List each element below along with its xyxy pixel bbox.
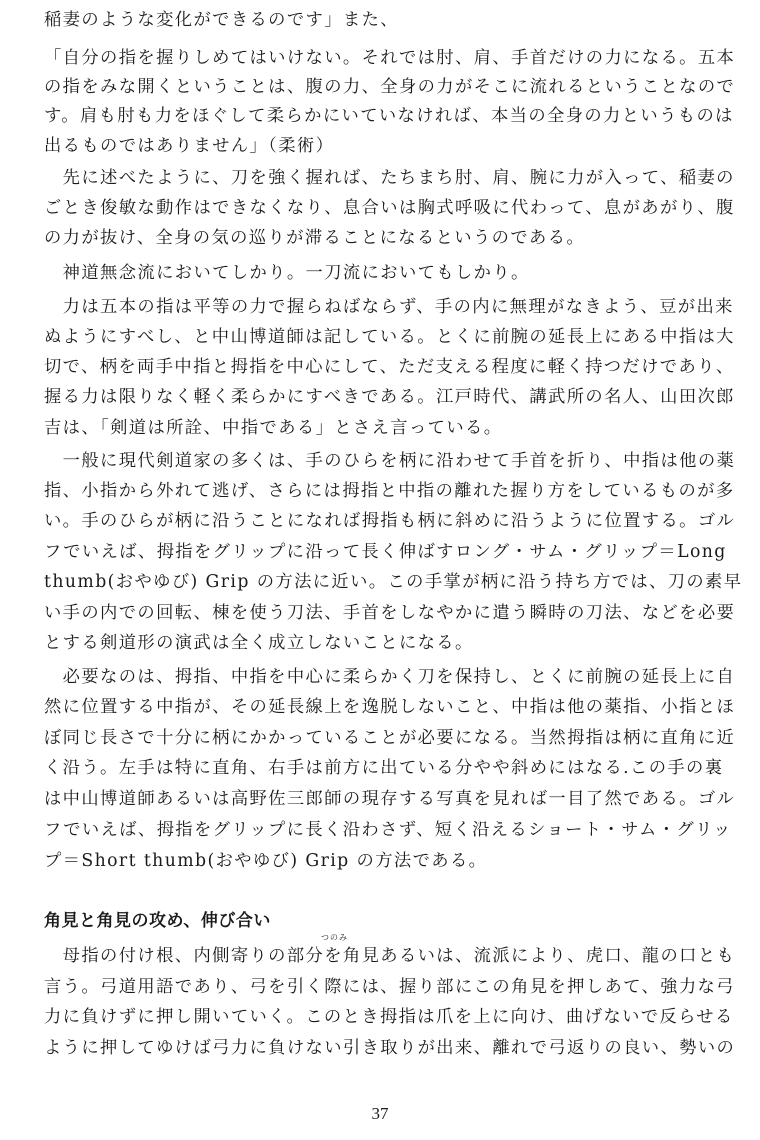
text-line: thumb(おやゆび) Grip の方法に近い。この手掌が柄に沿う持ち方では、刀の素早 xyxy=(44,572,743,592)
text-line: フでいえば、拇指をグリップに長く沿わさず、短く沿えるショート・サム・グリッ xyxy=(44,820,732,840)
text-line: 出るものではありません」（柔術） xyxy=(44,136,335,156)
text-line: は中山博道師あるいは高野佐三郎師の現存する写真を見れば一目了然である。ゴル xyxy=(44,789,736,809)
text-line: 指、小指から外れて逃げ、さらには拇指と中指の離れた握り方をしているものが多 xyxy=(44,481,735,501)
text-line: い。手のひらが柄に沿うことになれば拇指も柄に斜めに沿うように位置する。ゴル xyxy=(44,511,736,531)
text-line: 母指の付け根、内側寄りの部分を角見あるいは、流派により、虎口、龍の口とも xyxy=(44,946,736,966)
text-line: 一般に現代剣道家の多くは、手のひらを柄に沿わせて手首を折り、中指は他の薬 xyxy=(44,451,736,471)
text-line: 必要なのは、拇指、中指を中心に柔らかく刀を保持し、とくに前腕の延長上に自 xyxy=(44,667,736,687)
text-line: の指をみな開くということは、腹の力、全身の力がそこに流れるということなので xyxy=(44,77,736,97)
text-line: 握る力は限りなく軽く柔らかにすべきである。江戸時代、講武所の名人、山田次郎 xyxy=(44,387,735,407)
text-line: 言う。弓道用語であり、弓を引く際には、握り部にこの角見を押しあて、強力な弓 xyxy=(44,977,735,997)
ruby-annotation: つのみ xyxy=(321,933,348,942)
text-line: ように押してゆけば弓力に負けない引き取りが出来、離れで弓返りの良い、勢いの xyxy=(44,1038,736,1058)
text-line: く沿う。左手は特に直角、右手は前方に出ている分やや斜めにはなる.この手の裏 xyxy=(44,758,724,778)
text-line: ぬようにすべし、と中山博道師は記している。とくに前腕の延長上にある中指は大 xyxy=(44,327,735,347)
text-line: い手の内での回転、棟を使う刀法、手首をしなやかに遣う瞬時の刀法、などを必要 xyxy=(44,603,736,623)
text-line: 先に述べたように、刀を強く握れば、たちまち肘、肩、腕に力が入って、稲妻の xyxy=(44,168,735,188)
text-line: 然に位置する中指が、その延長線上を逸脱しないこと、中指は他の薬指、小指とほ xyxy=(44,697,736,717)
section-heading: 角見と角見の攻め、伸び合い xyxy=(44,911,271,931)
text-line: 力に負けずに押し開いていく。このとき拇指は爪を上に向け、曲げないで反らせる xyxy=(44,1007,734,1027)
text-line: フでいえば、拇指をグリップに沿って長く伸ばすロング・サム・グリップ＝Long xyxy=(44,542,727,562)
text-line: 稲妻のような変化ができるのです」また、 xyxy=(44,10,399,30)
text-line: 切で、柄を両手中指と拇指を中心にして、ただ支える程度に軽く持つだけであり、 xyxy=(44,357,735,377)
text-line: 「自分の指を握りしめてはいけない。それでは肘、肩、手首だけの力になる。五本 xyxy=(44,48,736,68)
text-line: す。肩も肘も力をほぐして柔らかにいていなければ、本当の全身の力というものは xyxy=(44,106,734,126)
text-line: 神道無念流においてしかり。一刀流においてもしかり。 xyxy=(44,263,530,283)
text-line: 力は五本の指は平等の力で握らねばならず、手の内に無理がなきよう、豆が出来 xyxy=(44,297,734,317)
text-line: ぼ同じ長さで十分に柄にかかっていることが必要になる。当然拇指は柄に直角に近 xyxy=(44,728,736,748)
text-line: とする剣道形の演武は全く成立しないことになる。 xyxy=(44,633,474,653)
text-line: 吉は、「剣道は所詮、中指である」とさえ言っている。 xyxy=(44,418,503,438)
text-line: ごとき俊敏な動作はできなくなり、息合いは胸式呼吸に代わって、息があがり、腹 xyxy=(44,198,735,218)
page-number: 37 xyxy=(371,1104,389,1123)
text-line: の力が抜け、全身の気の巡りが滞ることになるというのである。 xyxy=(44,228,586,248)
text-line: プ＝Short thumb(おやゆび) Grip の方法である。 xyxy=(44,851,488,871)
